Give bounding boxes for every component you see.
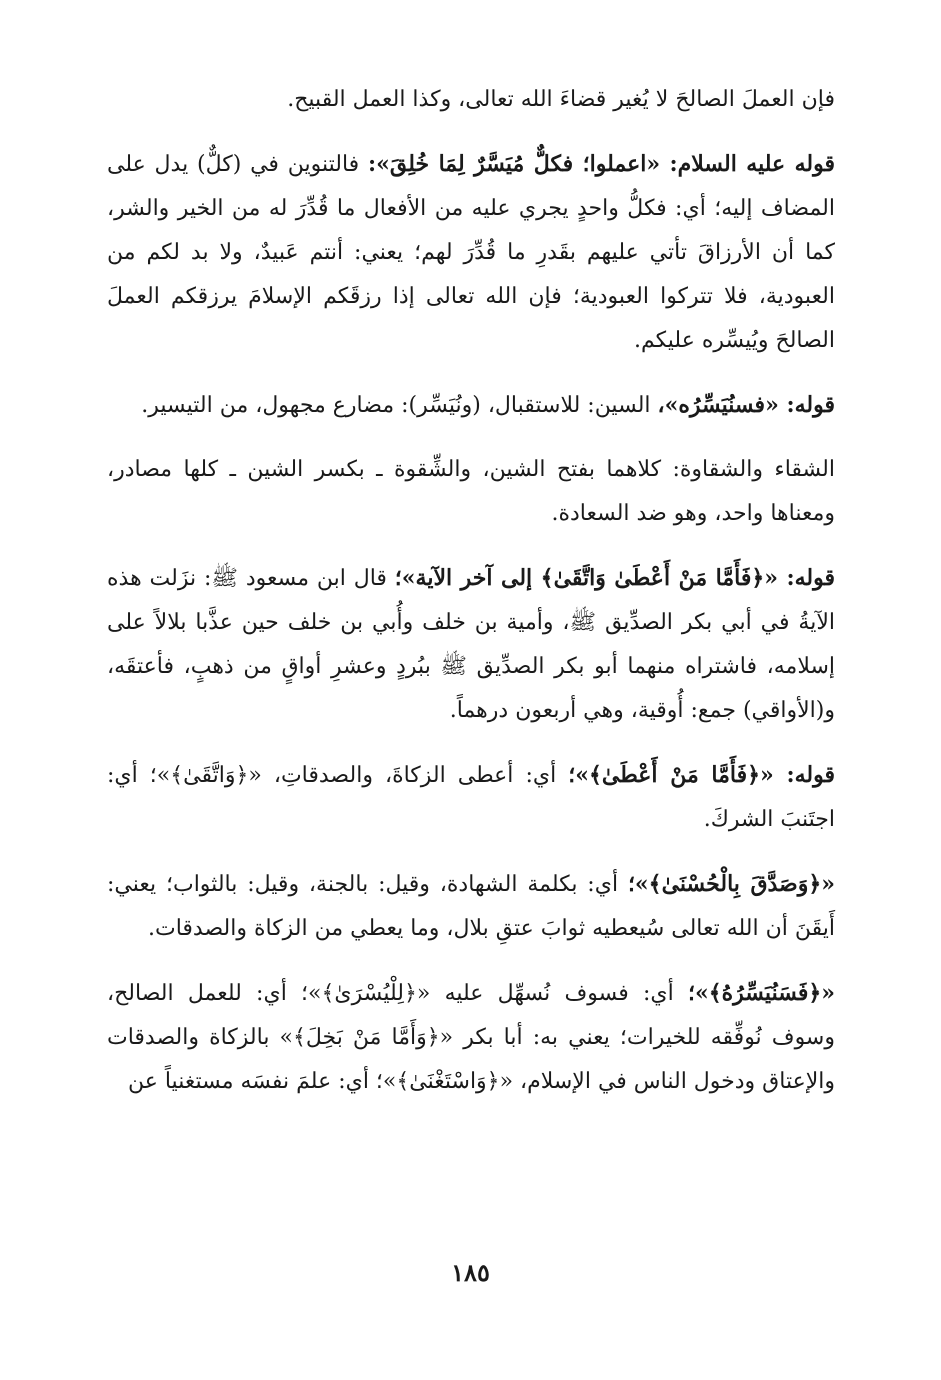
- paragraph-3: [107, 383, 835, 428]
- paragraph-2-text: فالتنوين في (كلٌّ) يدل على المضاف إليه؛ أي: فكلُّ واحدٍ يجري عليه من الأفعال ما قُدِّرَ له من الخير والشر، كما أن الأرزاقَ تأتي عليهم بقَدرِ ما قُدِّرَ لهم؛ يعني: أنتم عَبيدٌ، ولا بد لكم من العبودية، فلا تتركوا العبودية؛ فإن الله تعالى إذا رزقَكم الإسلامَ يرزقكم العملَ الصالحَ ويُيسِّره عليكم.: [107, 152, 835, 353]
- paragraph-4-text: الشقاء والشقاوة: كلاهما بفتح الشين، والشِّقوة ـ بكسر الشين ـ كلها مصادر، ومعناها واحد، وهو ضد السعادة.: [107, 457, 835, 526]
- paragraph-6-lead: قوله: «﴿فَأَمَّا مَنْ أَعْطَىٰ﴾»؛: [568, 762, 835, 788]
- paragraph-5-lead: قوله: «﴿فَأَمَّا مَنْ أَعْطَىٰ وَاتَّقَىٰ﴾ إلى آخر الآية»؛: [394, 565, 836, 591]
- paragraph-7-text: أي: بكلمة الشهادة، وقيل: بالجنة، وقيل: بالثواب؛ يعني: أَيقَنَ أن الله تعالى سُيعطيه ثوابَ عتقِ بلال، وما يعطي من الزكاة والصدقات.: [107, 872, 835, 941]
- paragraph-5: [107, 556, 835, 733]
- paragraph-2: [107, 142, 835, 363]
- paragraph-6-text: أي: أعطى الزكاةَ، والصدقاتِ، «﴿وَاتَّقَىٰ﴾»؛ أي: اجتَنبَ الشركَ.: [107, 763, 835, 832]
- paragraph-2-lead: قوله عليه السلام: «اعملوا؛ فكلٌّ مُيَسَّرٌ لِمَا خُلِقَ»:: [368, 151, 835, 177]
- paragraph-4: [107, 448, 835, 536]
- paragraph-8-lead: «﴿فَسَنُيَسِّرُهُ﴾»؛: [688, 980, 835, 1006]
- page-number: ١٨٥: [451, 1258, 490, 1287]
- paragraph-7: [107, 862, 835, 951]
- paragraph-1: [107, 78, 835, 122]
- paragraph-7-lead: «﴿وَصَدَّقَ بِالْحُسْنَىٰ﴾»؛: [627, 871, 836, 897]
- paragraph-8-text: أي: فسوف نُسهِّل عليه «﴿لِلْيُسْرَىٰ﴾»؛ أي: للعمل الصالح، وسوف نُوفِّقه للخيرات؛ يعني به: أبا بكر «﴿وَأَمَّا مَنْ بَخِلَ﴾» بالزكاة والصدقات والإعتاق ودخول الناس في الإسلام، «﴿وَاسْتَغْنَىٰ﴾»؛ أي: علمَ نفسَه مستغنياً عن: [107, 981, 835, 1094]
- page-body: [107, 78, 835, 1124]
- paragraph-6: [107, 753, 835, 842]
- paragraph-1-text: فإن العملَ الصالحَ لا يُغير قضاءَ الله تعالى، وكذا العمل القبيح.: [287, 87, 835, 112]
- paragraph-8: [107, 971, 835, 1104]
- paragraph-5-text: قال ابن مسعود ﷺ: نزَلت هذه الآيةُ في أبي بكر الصدِّيق ﷺ، وأمية بن خلف وأُبي بن خلف حين عذَّبا بلالاً على إسلامه، فاشتراه منهما أبو بكر الصدِّيق ﷺ ببُردٍ وعشرِ أواقٍ من ذهبٍ، فأعتقَه، و(الأواقي) جمع: أُوقية، وهي أربعون درهماً.: [107, 566, 835, 723]
- paragraph-3-lead: قوله: «فسنُيَسِّرُه»،: [657, 392, 835, 418]
- paragraph-3-text: السين: للاستقبال، (ونُيَسِّر): مضارع مجهول، من التيسير.: [141, 393, 658, 418]
